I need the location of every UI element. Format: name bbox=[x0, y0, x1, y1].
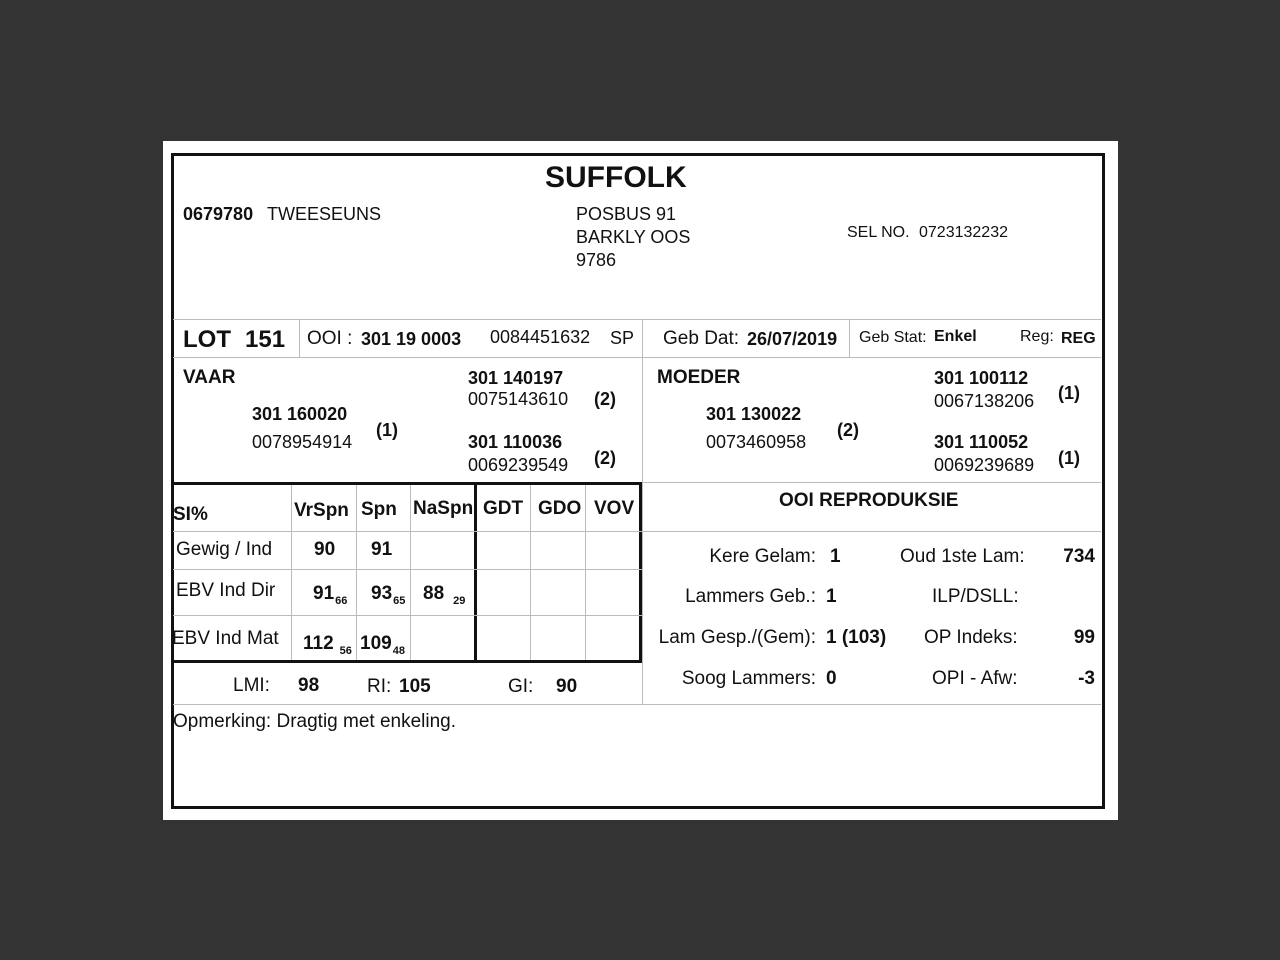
address-line-3: 9786 bbox=[576, 250, 617, 270]
lammers-geb: 1 bbox=[826, 586, 837, 607]
opi-afw: -3 bbox=[1078, 668, 1095, 689]
vaar-id: 301 160020 bbox=[252, 404, 348, 424]
moeder-vaar-id: 301 100112 bbox=[934, 368, 1029, 388]
ebv-dir-naspn: 88 $_{29}$ bbox=[423, 583, 466, 607]
reproduction-title: OOI REPRODUKSIE bbox=[779, 490, 959, 511]
ooi-label: OOI : bbox=[307, 328, 353, 349]
sel-no-label: SEL NO. bbox=[847, 224, 910, 241]
divider bbox=[173, 704, 1101, 705]
vaar-moeder-id: 301 110036 bbox=[468, 432, 563, 452]
si-header: SI% bbox=[173, 504, 208, 525]
divider bbox=[173, 615, 642, 616]
vaar-label: VAAR bbox=[183, 367, 236, 388]
accuracy-sub: 56 bbox=[339, 645, 352, 657]
gewig-vrspn: 90 bbox=[314, 539, 336, 560]
accuracy-sub: 29 bbox=[453, 595, 466, 607]
lammers-geb-label: Lammers Geb.: bbox=[685, 586, 816, 607]
moeder-moeder-grade: (1) bbox=[1058, 448, 1080, 468]
vaar-moeder-grade: (2) bbox=[594, 448, 616, 468]
owner-number: 0679780 bbox=[183, 204, 254, 224]
lmi-value: 98 bbox=[298, 675, 320, 696]
lam-gesp: 1 (103) bbox=[826, 627, 887, 648]
address-line-1: POSBUS 91 bbox=[576, 204, 677, 224]
gi-label: GI: bbox=[508, 676, 534, 697]
divider bbox=[173, 569, 642, 570]
oud-1ste-lam: 734 bbox=[1063, 546, 1095, 567]
ebv-dir-vrspn: $91_{66}$ bbox=[313, 583, 348, 607]
divider bbox=[530, 485, 531, 660]
kere-gelam: 1 bbox=[830, 546, 841, 567]
gewig-spn: 91 bbox=[371, 539, 393, 560]
accuracy-sub: 65 bbox=[393, 595, 406, 607]
divider bbox=[173, 357, 1101, 358]
reg-number: 0084451632 bbox=[490, 327, 591, 347]
moeder-number: 0073460958 bbox=[706, 432, 807, 452]
divider bbox=[299, 319, 300, 357]
soog-lammers-label: Soog Lammers: bbox=[681, 668, 816, 689]
divider bbox=[356, 485, 357, 660]
geb-dat-label: Geb Dat: bbox=[663, 328, 740, 349]
ebv-dir-spn: $93_{65}$ bbox=[371, 583, 406, 607]
moeder-grade: (2) bbox=[837, 420, 859, 440]
oud-1ste-lam-label: Oud 1ste Lam: bbox=[900, 546, 1025, 567]
address-line-2: BARKLY OOS bbox=[576, 227, 691, 247]
reg-value: REG bbox=[1061, 330, 1096, 347]
ri-label: RI: bbox=[367, 676, 392, 697]
soog-lammers: 0 bbox=[826, 668, 837, 689]
geb-stat: Enkel bbox=[934, 328, 977, 345]
accuracy-sub: 48 bbox=[392, 645, 405, 657]
remark: Opmerking: Dragtig met enkeling. bbox=[173, 711, 457, 732]
divider bbox=[642, 531, 1101, 532]
divider bbox=[849, 319, 850, 357]
vov-header: VOV bbox=[594, 498, 635, 519]
sp-code: SP bbox=[610, 328, 635, 348]
spn-header: Spn bbox=[361, 499, 397, 520]
vaar-number: 0078954914 bbox=[252, 432, 353, 452]
si-table-divider bbox=[474, 482, 477, 662]
vaar-vaar-number: 0075143610 bbox=[468, 389, 569, 409]
ebv-mat-vrspn: 112 $_{56}$ bbox=[303, 633, 352, 657]
vaar-vaar-id: 301 140197 bbox=[468, 368, 564, 388]
divider bbox=[410, 485, 411, 660]
owner-name: TWEESEUNS bbox=[267, 204, 382, 224]
moeder-vaar-number: 0067138206 bbox=[934, 391, 1035, 411]
moeder-moeder-id: 301 110052 bbox=[934, 432, 1029, 452]
row-label-ebv-dir: EBV Ind Dir bbox=[176, 580, 276, 601]
divider bbox=[173, 531, 642, 532]
ebv-mat-spn: $109_{48}$ bbox=[360, 633, 405, 657]
lam-gesp-label: Lam Gesp./(Gem): bbox=[658, 627, 816, 648]
ilp-dsll-label: ILP/DSLL: bbox=[932, 586, 1019, 607]
geb-dat: 26/07/2019 bbox=[747, 329, 838, 349]
gdo-header: GDO bbox=[538, 498, 582, 519]
si-table-right-border bbox=[639, 482, 642, 662]
lot-number: 151 bbox=[245, 326, 286, 353]
moeder-label: MOEDER bbox=[657, 367, 741, 388]
catalogue-card bbox=[163, 141, 1118, 820]
moeder-moeder-number: 0069239689 bbox=[934, 455, 1035, 475]
gdt-header: GDT bbox=[483, 498, 524, 519]
divider bbox=[642, 319, 643, 704]
vrspn-header: VrSpn bbox=[294, 500, 349, 521]
kere-gelam-label: Kere Gelam: bbox=[709, 546, 816, 567]
vaar-vaar-grade: (2) bbox=[594, 389, 616, 409]
ri-value: 105 bbox=[399, 676, 431, 697]
op-indeks: 99 bbox=[1073, 627, 1095, 648]
vaar-moeder-number: 0069239549 bbox=[468, 455, 569, 475]
divider bbox=[585, 485, 586, 660]
divider bbox=[173, 319, 1101, 320]
reg-label: Reg: bbox=[1020, 328, 1054, 345]
opi-afw-label: OPI - Afw: bbox=[932, 668, 1018, 689]
divider bbox=[642, 482, 1101, 483]
si-table-top-border bbox=[173, 482, 642, 485]
lmi-label: LMI: bbox=[233, 675, 270, 696]
ooi-id: 301 19 0003 bbox=[361, 329, 462, 349]
sel-no: 0723132232 bbox=[919, 224, 1008, 241]
divider bbox=[291, 485, 292, 660]
moeder-vaar-grade: (1) bbox=[1058, 383, 1080, 403]
naspn-header: NaSpn bbox=[413, 498, 474, 519]
lot-label: LOT bbox=[183, 326, 231, 353]
geb-stat-label: Geb Stat: bbox=[859, 329, 927, 346]
row-label-gewig: Gewig / Ind bbox=[176, 539, 273, 560]
accuracy-sub: 66 bbox=[335, 595, 348, 607]
breed-title: SUFFOLK bbox=[545, 161, 687, 194]
gi-value: 90 bbox=[556, 676, 578, 697]
vaar-grade: (1) bbox=[376, 420, 398, 440]
moeder-id: 301 130022 bbox=[706, 404, 802, 424]
si-table-bottom-border bbox=[173, 660, 642, 663]
row-label-ebv-mat: EBV Ind Mat bbox=[172, 628, 279, 649]
op-indeks-label: OP Indeks: bbox=[924, 627, 1018, 648]
